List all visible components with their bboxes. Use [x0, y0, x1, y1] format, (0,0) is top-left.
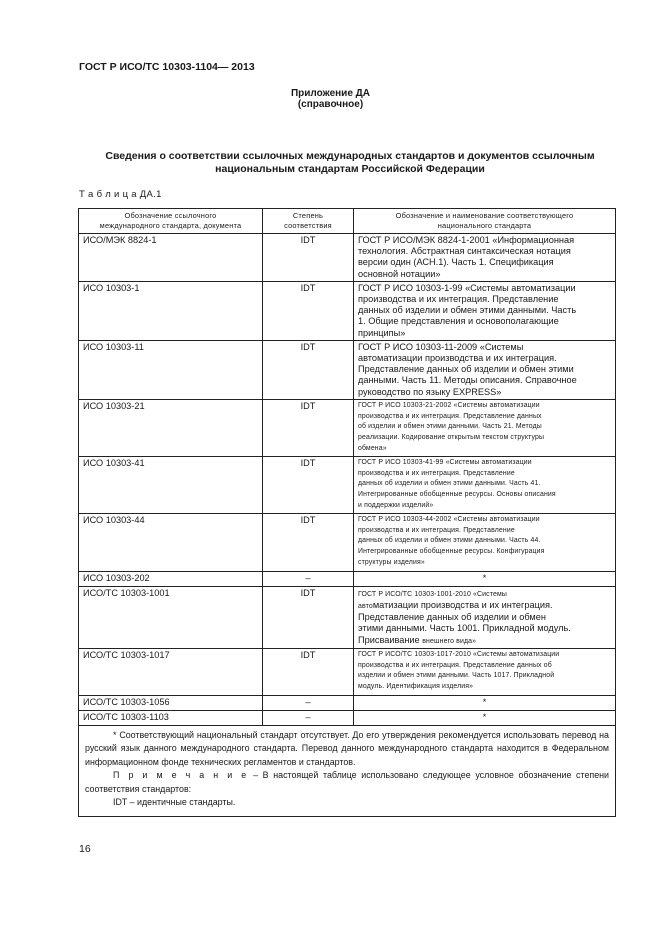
table-row	[79, 281, 616, 340]
row-designation: ИСО/МЭК 8824-1	[79, 234, 263, 282]
annex-title: Приложение ДА	[290, 88, 371, 99]
row-national: ГОСТ Р ИСО 10303-11-2009 «Системы автоматизации производства и их интеграция. Представление данных об изделии и обмен этими данными. Часть 11. Методы описания. Справочное руководство по языку EXPRESS»	[354, 340, 616, 399]
row-designation: ИСО 10303-44	[79, 513, 263, 571]
row-national: ГОСТ Р ИСО 10303-41-99 «Системы автоматизации производства и их интеграция. Представление данных об изделии и обмен этими данными. Часть 41. Интегрированные обобщенные ресурсы. Основы описания и поддержки изделий»	[354, 456, 616, 513]
row-degree: IDT	[263, 399, 354, 456]
row-designation: ИСО 10303-21	[79, 399, 263, 456]
row-designation: ИСО 10303-202	[79, 571, 263, 586]
header-national-standard: Обозначение и наименование соответствующего национального стандарта	[354, 209, 616, 234]
row-degree: IDT	[263, 513, 354, 571]
row-national: ГОСТ Р ИСО/МЭК 8824-1-2001 «Информационная технология. Абстрактная синтаксическая нотация версии один (АСН.1). Часть 1. Спецификация основной нотации»	[354, 234, 616, 282]
note-text: – В настоящей таблице использовано следующее условное обозначение степени соответствия стандартов:	[85, 770, 609, 794]
row-national: *	[354, 710, 616, 725]
row-degree: IDT	[263, 340, 354, 399]
annex-subtitle: (справочное)	[297, 99, 364, 110]
row-designation: ИСО 10303-41	[79, 456, 263, 513]
header-designation: Обозначение ссылочного международного стандарта, документа	[79, 209, 263, 234]
table-row	[79, 456, 616, 513]
table-footnote	[79, 725, 616, 816]
row-national-part: внешнего вида»	[422, 637, 477, 645]
row-national	[354, 586, 616, 648]
table-row	[79, 695, 616, 710]
row-designation: ИСО/ТС 10303-1017	[79, 648, 263, 695]
table-footnote-row	[79, 725, 616, 816]
row-degree: IDT	[263, 234, 354, 282]
row-national: *	[354, 571, 616, 586]
row-degree: IDT	[263, 648, 354, 695]
note-paragraph	[85, 769, 609, 796]
section-title: Сведения о соответствии ссылочных международных стандартов и документов ссылочным национальным стандартам Российской Федерации	[105, 150, 595, 175]
star-footnote: * Соответствующий национальный стандарт отсутствует. До его утверждения рекомендуется использовать перевод на русский язык данного международного стандарта. Перевод данного международного стандарта находится в Федеральном информационном фонде технических регламентов и стандартов.	[85, 729, 609, 767]
row-degree: IDT	[263, 456, 354, 513]
table-row	[79, 586, 616, 648]
row-degree: –	[263, 695, 354, 710]
row-national: ГОСТ Р ИСО 10303-44-2002 «Системы автоматизации производства и их интеграция. Представление данных об изделии и обмен этими данными. Часть 44. Интегрированные обобщенные ресурсы. Конфигурация структуры изделия»	[354, 513, 616, 571]
row-national-part: матизации производства и их интеграция. Представление данных об изделии и обмен этими данными. Часть 1001. Прикладной модуль. Присваивание	[358, 600, 571, 645]
row-national: ГОСТ Р ИСО/ТС 10303-1017-2010 «Системы автоматизации производства и их интеграция. Представление данных об изделии и обмен этими данными. Часть 1017. Прикладной модуль. Идентификация изделия»	[354, 648, 616, 695]
table-row	[79, 571, 616, 586]
row-degree: –	[263, 571, 354, 586]
table-row	[79, 340, 616, 399]
header-degree: Степень соответствия	[263, 209, 354, 234]
page-number: 16	[79, 843, 91, 855]
note-label: П р и м е ч а н и е	[113, 770, 249, 781]
row-designation: ИСО 10303-1	[79, 281, 263, 340]
row-designation: ИСО/ТС 10303-1001	[79, 586, 263, 648]
row-national-part: ГОСТ Р ИСО/ТС 10303-1001-2010 «Системы авто	[358, 590, 507, 611]
row-degree: IDT	[263, 281, 354, 340]
row-designation: ИСО/ТС 10303-1103	[79, 710, 263, 725]
correspondence-table	[78, 208, 616, 817]
table-row	[79, 710, 616, 725]
row-national: *	[354, 695, 616, 710]
table-row	[79, 648, 616, 695]
document-code-header: ГОСТ Р ИСО/ТС 10303-1104— 2013	[79, 61, 255, 73]
row-national: ГОСТ Р ИСО 10303-1-99 «Системы автоматизации производства и их интеграция. Представление данных об изделии и обмен этими данными. Часть 1. Общие представления и основополагающие принципы»	[354, 281, 616, 340]
table-row	[79, 399, 616, 456]
table-row	[79, 234, 616, 282]
row-designation: ИСО/ТС 10303-1056	[79, 695, 263, 710]
row-designation: ИСО 10303-11	[79, 340, 263, 399]
table-row	[79, 513, 616, 571]
table-header-row	[79, 209, 616, 234]
row-national: ГОСТ Р ИСО 10303-21-2002 «Системы автоматизации производства и их интеграция. Представление данных об изделии и обмен этими данными. Часть 21. Методы реализации. Кодирование открытым текстом структуры обмена»	[354, 399, 616, 456]
row-degree: IDT	[263, 586, 354, 648]
table-label: Т а б л и ц а ДА.1	[79, 189, 162, 200]
idt-definition: IDT – идентичные стандарты.	[113, 797, 236, 808]
row-degree: –	[263, 710, 354, 725]
